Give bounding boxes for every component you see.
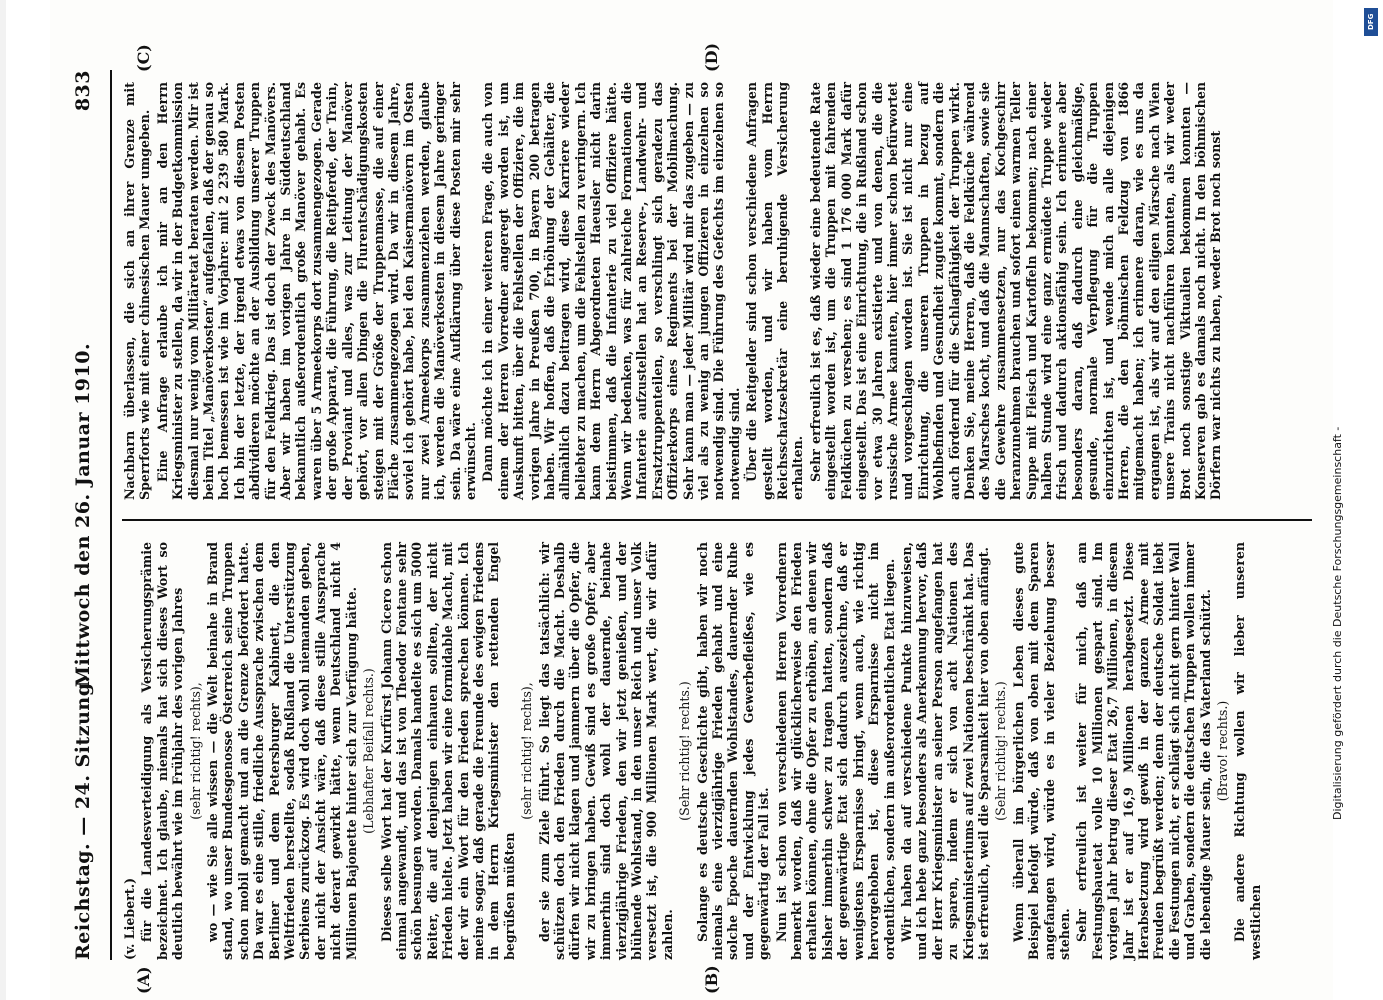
paragraph: für die Landesverteidigung als Versicherungsprämie bezeichnet. Ich glaube, niemals hat sich dieses Wort so deutlich bewährt wie im Frühjahr des vorigen Jahres [139,542,186,960]
paragraph: Wenn überall im bürgerlichen Leben dieses gute Beispiel befolgt würde, daß von oben mit dem Sparen angefangen wird, würde es in vieler Beziehung besser stehen. [1010,542,1072,960]
margin-marker-a: (A) [134,966,153,994]
paragraph: wo — wie Sie alle wissen — die Welt beinahe in Brand stand, wo unser Bundesgenosse Österreich seine Truppen schon mobil gemacht und an die Grenze befördert hatte. Da war es eine stille, friedliche Aussprache zwischen dem Berliner und dem Petersburger Kabinett, die den Weltfrieden herstellte, sodaß Rußland die Unterstützung Serbiens zurückzog. Es wird doch wohl niemanden geben, der nicht der Ansicht wäre, daß diese stille Aussprache nicht derart gewirkt hätte, wenn Deutschland nicht 4 Millionen Bajonette hinter sich zur Verfügung hätte. [205,542,359,960]
paragraph: Eine Anfrage erlaube ich mir an den Herrn Kriegsminister zu stellen, da wir in der Budgetkommission diesmal nur wenig vom Militäretat beraten werden. Mir ist beim Titel „Manöverkosten“ aufgefallen, daß der genau so hoch bemessen ist wie im Vorjahre: mit 2 239 580 Mark. Ich bin der letzte, der irgend etwas von diesem Posten abdividieren möchte an der Ausbildung unserer Truppen für den Feldkrieg. Das ist doch der Zweck des Manövers. Aber wir haben im vorigen Jahre in Süddeutschland bekanntlich außerordentlich große Manöver gehabt. Es waren über 5 Armeekorps dort zusammengezogen. Gerade der große Apparat, die Führung, die Reitpferde, der Train, der Proviant und alles, was zur Leitung der Manöver gehört, vor allen Dingen die Flurentschädigungskosten steigen mit der Größe der Truppenmasse, die auf einer Fläche zusammengezogen wird. Da wir in diesem Jahre, soviel ich gehört habe, bei den Kaisermanövern im Osten nur zwei Armeekorps zusammenziehen werden, glaube ich, werden die Manöverkosten in diesem Jahre geringer sein. Da wäre eine Aufklärung über diese Posten mir sehr erwünscht. [154,82,478,500]
header-left: Reichstag. — 24. Sitzung. [72,675,94,960]
interjection: (Sehr richtig! rechts.) [677,681,693,821]
header-date: Mittwoch den 26. Januar 1910. [72,342,94,688]
interjection: (Sehr richtig! rechts.) [993,681,1009,821]
left-column [122,542,1265,960]
document-page [50,0,1333,1000]
paragraph: Sehr erfreulich ist es, daß wieder eine bedeutende Rate eingestellt worden ist, um die Truppen mit fahrenden Feldküchen zu versehen; es sind 1 176 000 Mark dafür eingestellt. Das ist eine Einrichtung, die in Rußland schon vor etwa 30 Jahren existierte und von denen, die die russische Armee kannten, hier immer schon befürwortet und vorgeschlagen worden ist. Sie ist nicht nur eine Einrichtung, die unseren Truppen in bezug auf Wohlbefinden und Gesundheit zugute kommt, sondern die auch fördernd für die Schlagfähigkeit der Truppen wirkt. Denken Sie, meine Herren, daß die Feldküche während des Marsches kocht, und daß die Mannschaften, sowie sie die Gewehre zusammensetzen, nur das Kochgeschirr heranzunehmen brauchen und sofort einen warmen Teller Suppe mit Fleisch und Kartoffeln bekommen; nach einer halben Stunde wird eine ganz ermüdete Truppe wieder frisch und dadurch aktionsfähig sein. Ich erinnere aber besonders daran, daß dadurch eine gleichmäßige, gesunde, normale Verpflegung für die Truppen einzurichten ist, und wende mich an alle diejenigen Herren, die den böhmischen Feldzug von 1866 mitgemacht haben; ich erinnere daran, wie es uns da ergangen ist, als wir auf den eiligen Märsche nach Wien unsere Trains nicht nachführen konnten, als wir weder Brot noch sonstige Viktualien bekommen konnten — Konserven gab es damals noch nicht. In den böhmischen Dörfern war nichts zu haben, weder Brot noch sonst [807,82,1224,500]
page-header [72,70,106,960]
margin-marker-c: (C) [134,44,153,72]
column-divider [122,519,1312,521]
header-rule [110,70,112,960]
interjection: (sehr richtig! rechts), [519,682,535,820]
interjection: (Bravo! rechts.) [1215,700,1231,802]
paragraph: Solange es deutsche Geschichte gibt, haben wir noch niemals eine vierzigjährige Frieden gehabt und eine solche Epoche dauernden Wohlstandes, dauernder Ruhe und der Entwicklung jedes Gewerbefleißes, wie es gegenwärtig der Fall ist. [694,542,772,960]
paragraph: Nachbarn überlassen, die sich an ihrer Grenze mit Sperrforts wie mit einer chinesischen Mauer umgeben. [122,82,153,500]
margin-marker-b: (B) [702,965,721,994]
interjection: (sehr richtig! rechts), [187,682,203,820]
page-number: 833 [72,70,94,112]
right-column [122,82,1226,500]
paragraph: der sie zum Ziele führt. So liegt das tatsächlich: wir schützen doch den Frieden durch die Macht. Deshalb dürfen wir nicht klagen und jammern über die Opfer, die wir zu bringen haben. Gewiß sind es große Opfer; aber immerhin sind doch wohl der dauernde, beinahe vierzigjährige Frieden, den wir jetzt genießen, und der blühende Wohlstand, in den unser Reich und unser Volk versetzt ist, die 900 Millionen Mark wert, die wir dafür zahlen. [536,542,675,960]
paragraph: Wir haben da auf verschiedene Punkte hinzuweisen, und ich hebe ganz besonders als Anerkennung hervor, daß der Herr Kriegsminister an seiner Person angefangen hat zu sparen, indem er sich von acht Nationen des Kriegsministeriums auf zwei Nationen beschränkt hat. Das ist erfreulich, weil die Sparsamkeit hier von oben anfängt. [898,542,991,960]
paragraph: Sehr erfreulich ist weiter für mich, daß am Festungsbauetat volle 10 Millionen gespart sind. Im vorigen Jahr betrug dieser Etat 26,7 Millionen, in diesem Jahr ist er auf 16,9 Millionen herabgesetzt. Diese Herabsetzung wird gewiß in der ganzen Armee mit Freuden begrüßt werden; denn der deutsche Soldat liebt die Festungen nicht, er schlägt sich nicht gern hinter Wall und Graben, sondern die deutschen Truppen wollen immer die lebendige Mauer sein, die das Vaterland schützt. [1074,542,1213,960]
interjection: (Lebhafter Beifall rechts.) [361,668,377,834]
paragraph: Über die Reitgelder sind schon verschiedene Anfragen gestellt worden, und wir haben vom Herrn Reichsschatzsekretär eine beruhigende Versicherung erhalten. [744,82,806,500]
scan-edge [0,0,6,1000]
speaker-label: (v. Liebert.) [122,877,137,960]
paragraph: Die andere Richtung wollen wir lieber unseren westlichen [1232,542,1263,960]
digitization-credit: Digitalisierung gefördert durch die Deutsche Forschungsgemeinschaft - [1331,426,1344,820]
paragraph: Nun ist schon von verschiedenen Herren Vorrednern bemerkt worden, daß wir glücklicherweise den Frieden erhalten können, ohne die Opfer zu erhöhen, an denen wir bisher immerhin schwer zu tragen hatten, sondern daß der gegenwärtige Etat sich dadurch auszeichne, daß er wenigstens Ersparnisse bringt, wenn auch, wie richtig hervorgehoben ist, diese Ersparnisse nicht im ordentlichen, sondern im außerordentlichen Etat liegen. [773,542,897,960]
dfg-logo: DFG [1364,8,1378,36]
paragraph: Dieses selbe Wort hat der Kurfürst Johann Cicero schon einmal angewandt, und das ist von Theodor Fontane sehr schön besungen worden. Damals handelte es sich um 5000 Reiter, die auf denjenigen einhauen sollten, der nicht Frieden hielte. Jetzt haben wir eine formidable Macht, mit der wir ein Wort für den Frieden sprechen können. Ich meine sogar, daß gerade die Freunde des ewigen Friedens in dem Herrn Kriegsminister den rettenden Engel begrüßen müßten [378,542,517,960]
paragraph: Dann möchte ich in einer weiteren Frage, die auch von einem der Herren Vorredner angeregt worden ist, um Auskunft bitten, über die Fehlstellen der Offiziere, die im vorigen Jahre in Preußen 700, in Bayern 200 betragen haben. Wir hoffen, daß die Erhöhung der Gehälter, die allmählich dazu beitragen wird, diese Karriere wieder beliebter zu machen, um die Fehlstellen zu verringern. Ich kann dem Herrn Abgeordneten Haeusler nicht darin beistimmen, daß die Infanterie zu viel Offiziere hätte. Wenn wir bedenken, was für zahlreiche Formationen die Infanterie aufzustellen hat an Reserve-, Landwehr- und Ersatztruppenteilen, so verschlingt sich geradezu das Offizierkorps eines Regiments bei der Mobilmachung. Sehr kann man — jeder Militär wird mir das zugeben — zu viel als zu wenig an jungen Offizieren in einzelnen so notwendig sind. Die Führung des Gefechts im einzelnen so notwendig sind. [480,82,742,500]
margin-marker-d: (D) [702,42,721,72]
